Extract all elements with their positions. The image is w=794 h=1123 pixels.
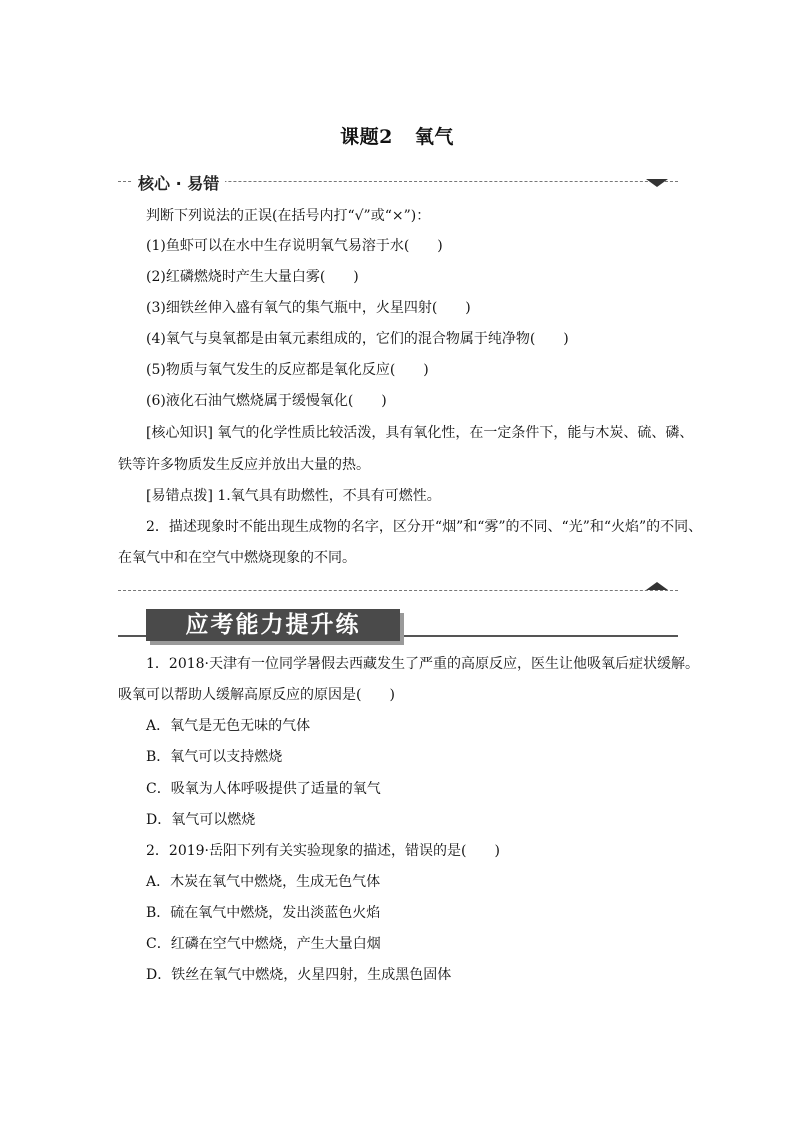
core-section-header <box>118 172 678 192</box>
core-knowledge-text: [核心知识] 氧气的化学性质比较活泼，具有氧化性，在一定条件下，能与木炭、硫、磷、 <box>146 425 694 441</box>
lesson-topic: 氧气 <box>414 126 454 148</box>
banner-title: 应考能力提升练 <box>185 612 361 638</box>
core-section-label: 核心 · 易错 <box>132 171 225 194</box>
tip-text: [易错点拨] 1.氧气具有助燃性，不具有可燃性。 <box>146 488 441 504</box>
question-text: 1．2018·天津有一位同学暑假去西藏发生了严重的高原反应，医生让他吸氧后症状缓解。 <box>146 656 699 672</box>
tip-text: 2．描述现象时不能出现生成物的名字，区分开“烟”和“雾”的不同、“光”和“火焰”的不同、 <box>146 519 703 535</box>
option-item: B．氧气可以支持燃烧 <box>146 749 283 765</box>
core-section-footer <box>118 580 678 594</box>
option-item: D．铁丝在氧气中燃烧，火星四射，生成黑色固体 <box>146 967 452 983</box>
option-item: C．红磷在空气中燃烧，产生大量白烟 <box>146 936 381 952</box>
statement-item: (3)细铁丝伸入盛有氧气的集气瓶中，火星四射( ) <box>146 300 471 316</box>
option-item: B．硫在氧气中燃烧，发出淡蓝色火焰 <box>146 905 381 921</box>
practice-banner <box>118 607 678 643</box>
statement-item: (5)物质与氧气发生的反应都是氧化反应( ) <box>146 362 429 378</box>
triangle-up-icon <box>646 582 668 590</box>
tip-text: 在氧气中和在空气中燃烧现象的不同。 <box>118 550 356 566</box>
triangle-down-icon <box>646 179 668 187</box>
option-item: D．氧气可以燃烧 <box>146 812 256 828</box>
lesson-number: 课题2 <box>340 126 393 148</box>
question-text: 吸氧可以帮助人缓解高原反应的原因是( ) <box>118 687 395 703</box>
statement-item: (6)液化石油气燃烧属于缓慢氧化( ) <box>146 393 387 409</box>
question-text: 2．2019·岳阳下列有关实验现象的描述，错误的是( ) <box>146 843 500 859</box>
option-item: A．木炭在氧气中燃烧，生成无色气体 <box>146 874 381 890</box>
core-knowledge-text: 铁等许多物质发生反应并放出大量的热。 <box>118 457 370 473</box>
option-item: A．氧气是无色无味的气体 <box>146 718 311 734</box>
statement-item: (4)氧气与臭氧都是由氧元素组成的，它们的混合物属于纯净物( ) <box>146 331 569 347</box>
statement-item: (1)鱼虾可以在水中生存说明氧气易溶于水( ) <box>146 238 443 254</box>
dashed-divider <box>118 590 678 591</box>
page-title <box>0 122 794 149</box>
instruction-text: 判断下列说法的正误(在括号内打“√”或“×”)： <box>146 208 431 224</box>
option-item: C．吸氧为人体呼吸提供了适量的氧气 <box>146 781 381 797</box>
statement-item: (2)红磷燃烧时产生大量白雾( ) <box>146 269 359 285</box>
